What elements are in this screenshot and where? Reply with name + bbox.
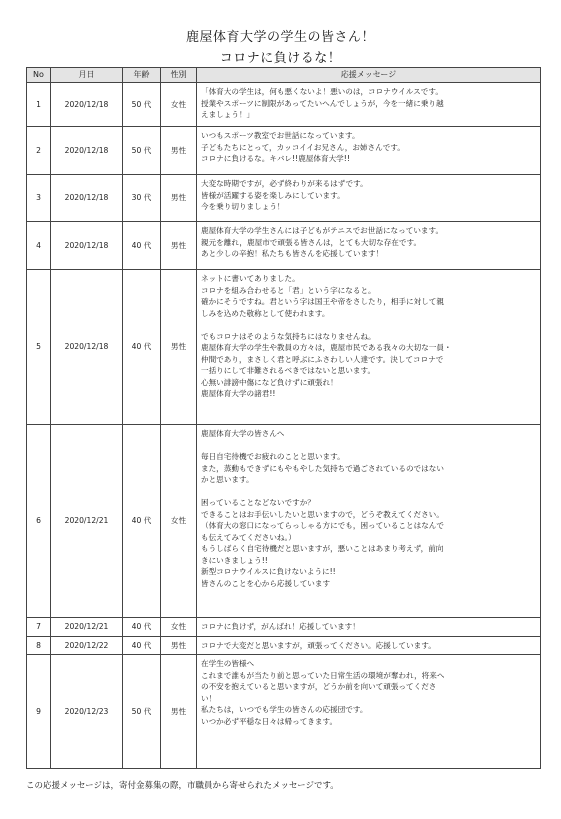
message-line: 授業やスポーツに制限があってたいへんでしょうが，今を一緒に乗り越 bbox=[201, 98, 444, 108]
cell-no: 5 bbox=[27, 270, 51, 425]
cell-date: 2020/12/21 bbox=[51, 425, 123, 618]
cell-message bbox=[197, 175, 541, 222]
message-line: 仲間であり，まさしく君と呼ぶにふさわしい人達です。決してコロナで bbox=[201, 354, 444, 364]
message-line: 子どもたちにとって，カッコイイお兄さん，お姉さんです。 bbox=[201, 142, 405, 152]
cell-date: 2020/12/18 bbox=[51, 175, 123, 222]
message-line: もうしばらく自宅待機だと思いますが，悪いことはあまり考えず，前向 bbox=[201, 544, 444, 553]
message-line: の不安を抱えていると思いますが，どうか前を向いて頑張ってくださ bbox=[201, 682, 437, 691]
message-line: 皆様が活躍する姿を楽しみにしています。 bbox=[201, 190, 345, 200]
message-line: これまで誰もが当たり前と思っていた日常生活の環境が奪われ，将来へ bbox=[201, 670, 445, 680]
messages-table bbox=[26, 67, 541, 769]
cell-message bbox=[197, 127, 541, 175]
message-line: 鹿屋体育大学の学生さんには子どもがテニスでお世話になっています。 bbox=[201, 226, 444, 235]
message-line: 新型コロナウイルスに負けないように!! bbox=[201, 567, 336, 576]
cell-gender: 女性 bbox=[161, 425, 197, 618]
cell-age: 50 代 bbox=[123, 83, 161, 127]
message-line: できることはお手伝いしたいと思いますので，どうぞ教えてください。 bbox=[201, 509, 444, 519]
message-line: 確かにそうですね。君という字は国王や帝をさしたり，相手に対して親 bbox=[201, 297, 444, 306]
cell-date: 2020/12/22 bbox=[51, 636, 123, 655]
cell-age: 40 代 bbox=[123, 425, 161, 618]
cell-date: 2020/12/18 bbox=[51, 127, 123, 175]
message-line: 鹿屋体育大学の皆さんへ bbox=[201, 429, 285, 438]
cell-date: 2020/12/23 bbox=[51, 655, 123, 769]
table-row bbox=[27, 270, 541, 425]
message-line: えましょう！」 bbox=[201, 110, 255, 119]
message-line: 私たちは，いつでも学生の皆さんの応援団です。 bbox=[201, 705, 368, 714]
table-row bbox=[27, 618, 541, 637]
table-header-row bbox=[27, 68, 541, 83]
message-line: 鹿屋体育大学の学生や教員の方々は，鹿屋市民である我々の大切な一員・ bbox=[201, 343, 452, 352]
cell-no: 3 bbox=[27, 175, 51, 222]
cell-date: 2020/12/21 bbox=[51, 618, 123, 637]
table-row bbox=[27, 222, 541, 270]
cell-message bbox=[197, 425, 541, 618]
cell-message bbox=[197, 655, 541, 769]
cell-age: 40 代 bbox=[123, 222, 161, 270]
cell-gender: 男性 bbox=[161, 636, 197, 655]
message-line: い！ bbox=[201, 693, 217, 703]
footnote: この応援メッセージは，寄付金募集の際，市職員から寄せられたメッセージです。 bbox=[26, 781, 339, 791]
message-line: 「体育大の学生は，何も悪くないよ！悪いのは，コロナウイルスです。 bbox=[201, 87, 443, 96]
column-header-gender: 性別 bbox=[161, 68, 197, 83]
message-line: 鹿屋体育大学の諸君!! bbox=[201, 389, 276, 398]
cell-no: 1 bbox=[27, 83, 51, 127]
message-line: 一括りにして非難されるべきではないと思います。 bbox=[201, 366, 376, 375]
message-line: 在学生の皆様へ bbox=[201, 659, 255, 668]
cell-gender: 男性 bbox=[161, 127, 197, 175]
cell-no: 2 bbox=[27, 127, 51, 175]
cell-no: 4 bbox=[27, 222, 51, 270]
message-line: コロナに負けるな。キバレ!!鹿屋体育大学!! bbox=[201, 154, 350, 163]
message-line: 大変な時期ですが，必ず終わりが来るはずです。 bbox=[201, 179, 368, 188]
cell-age: 40 代 bbox=[123, 270, 161, 425]
cell-age: 50 代 bbox=[123, 127, 161, 175]
cell-no: 6 bbox=[27, 425, 51, 618]
message-line: かと思います。 bbox=[201, 475, 254, 484]
cell-message bbox=[197, 636, 541, 655]
cell-date: 2020/12/18 bbox=[51, 83, 123, 127]
cell-date: 2020/12/18 bbox=[51, 270, 123, 425]
message-line: 今を乗り切りましょう！ bbox=[201, 202, 285, 211]
cell-no: 8 bbox=[27, 636, 51, 655]
table-row bbox=[27, 655, 541, 769]
column-header-no: No bbox=[27, 68, 51, 83]
message-line: いつか必ず平穏な日々は帰ってきます。 bbox=[201, 716, 338, 726]
cell-age: 30 代 bbox=[123, 175, 161, 222]
message-line: ネットに書いてありました。 bbox=[201, 274, 300, 283]
message-line: 心無い誹謗中傷になど負けずに頑張れ！ bbox=[201, 377, 338, 387]
message-line: きにいきましょう!! bbox=[201, 555, 268, 565]
message-line: また，蒸動もできずにもやもやした気持ちで過ごされているのではない bbox=[201, 463, 444, 473]
message-line: 皆さんのことを心から応援しています bbox=[201, 578, 331, 588]
table-row bbox=[27, 127, 541, 175]
cell-message bbox=[197, 618, 541, 637]
message-line: （体育大の窓口になってらっしゃる方にでも，困っていることはなんで bbox=[201, 521, 444, 530]
table-row bbox=[27, 636, 541, 655]
cell-gender: 男性 bbox=[161, 270, 197, 425]
page-title: 鹿屋体育大学の学生の皆さん！ bbox=[185, 30, 375, 45]
table-row bbox=[27, 175, 541, 222]
message-line: あと少しの辛抱！私たちも皆さんを応援しています！ bbox=[201, 249, 384, 258]
cell-date: 2020/12/18 bbox=[51, 222, 123, 270]
message-line: コロナを組み合わせると「君」という字になると。 bbox=[201, 285, 376, 295]
table-row bbox=[27, 83, 541, 127]
message-line: も伝えてみてくださいね。） bbox=[201, 532, 296, 542]
cell-message bbox=[197, 270, 541, 425]
cell-age: 40 代 bbox=[123, 636, 161, 655]
message-line: しみを込めた敬称として使われます。 bbox=[201, 308, 330, 318]
cell-gender: 女性 bbox=[161, 83, 197, 127]
cell-gender: 男性 bbox=[161, 175, 197, 222]
table-row bbox=[27, 425, 541, 618]
message-line: でもコロナはそのような気持ちにはなりませんね。 bbox=[201, 331, 376, 341]
cell-no: 7 bbox=[27, 618, 51, 637]
message-line bbox=[201, 319, 537, 331]
cell-gender: 男性 bbox=[161, 222, 197, 270]
message-line: 困っていることなどないですか？ bbox=[201, 498, 315, 507]
message-line: コロナに負けず，がんばれ！応援しています！ bbox=[201, 622, 360, 631]
cell-age: 40 代 bbox=[123, 618, 161, 637]
message-line: 親元を離れ，鹿屋市で頑張る皆さんは，とても大切な存在です。 bbox=[201, 237, 422, 247]
cell-gender: 女性 bbox=[161, 618, 197, 637]
cell-message bbox=[197, 222, 541, 270]
column-header-age: 年齢 bbox=[123, 68, 161, 83]
cell-message bbox=[197, 83, 541, 127]
cell-no: 9 bbox=[27, 655, 51, 769]
page-subtitle: コロナに負けるな！ bbox=[219, 51, 342, 66]
message-line bbox=[201, 440, 537, 452]
message-line bbox=[201, 486, 537, 498]
cell-age: 50 代 bbox=[123, 655, 161, 769]
cell-gender: 男性 bbox=[161, 655, 197, 769]
message-line: コロナで大変だと思いますが，頑張ってください。応援しています。 bbox=[201, 640, 436, 650]
message-line: 毎日自宅待機でお疲れのことと思います。 bbox=[201, 452, 345, 461]
message-line: いつもスポーツ教室でお世話になっています。 bbox=[201, 131, 360, 140]
column-header-date: 月日 bbox=[51, 68, 123, 83]
column-header-message: 応援メッセージ bbox=[197, 68, 541, 83]
table-body bbox=[27, 83, 541, 769]
